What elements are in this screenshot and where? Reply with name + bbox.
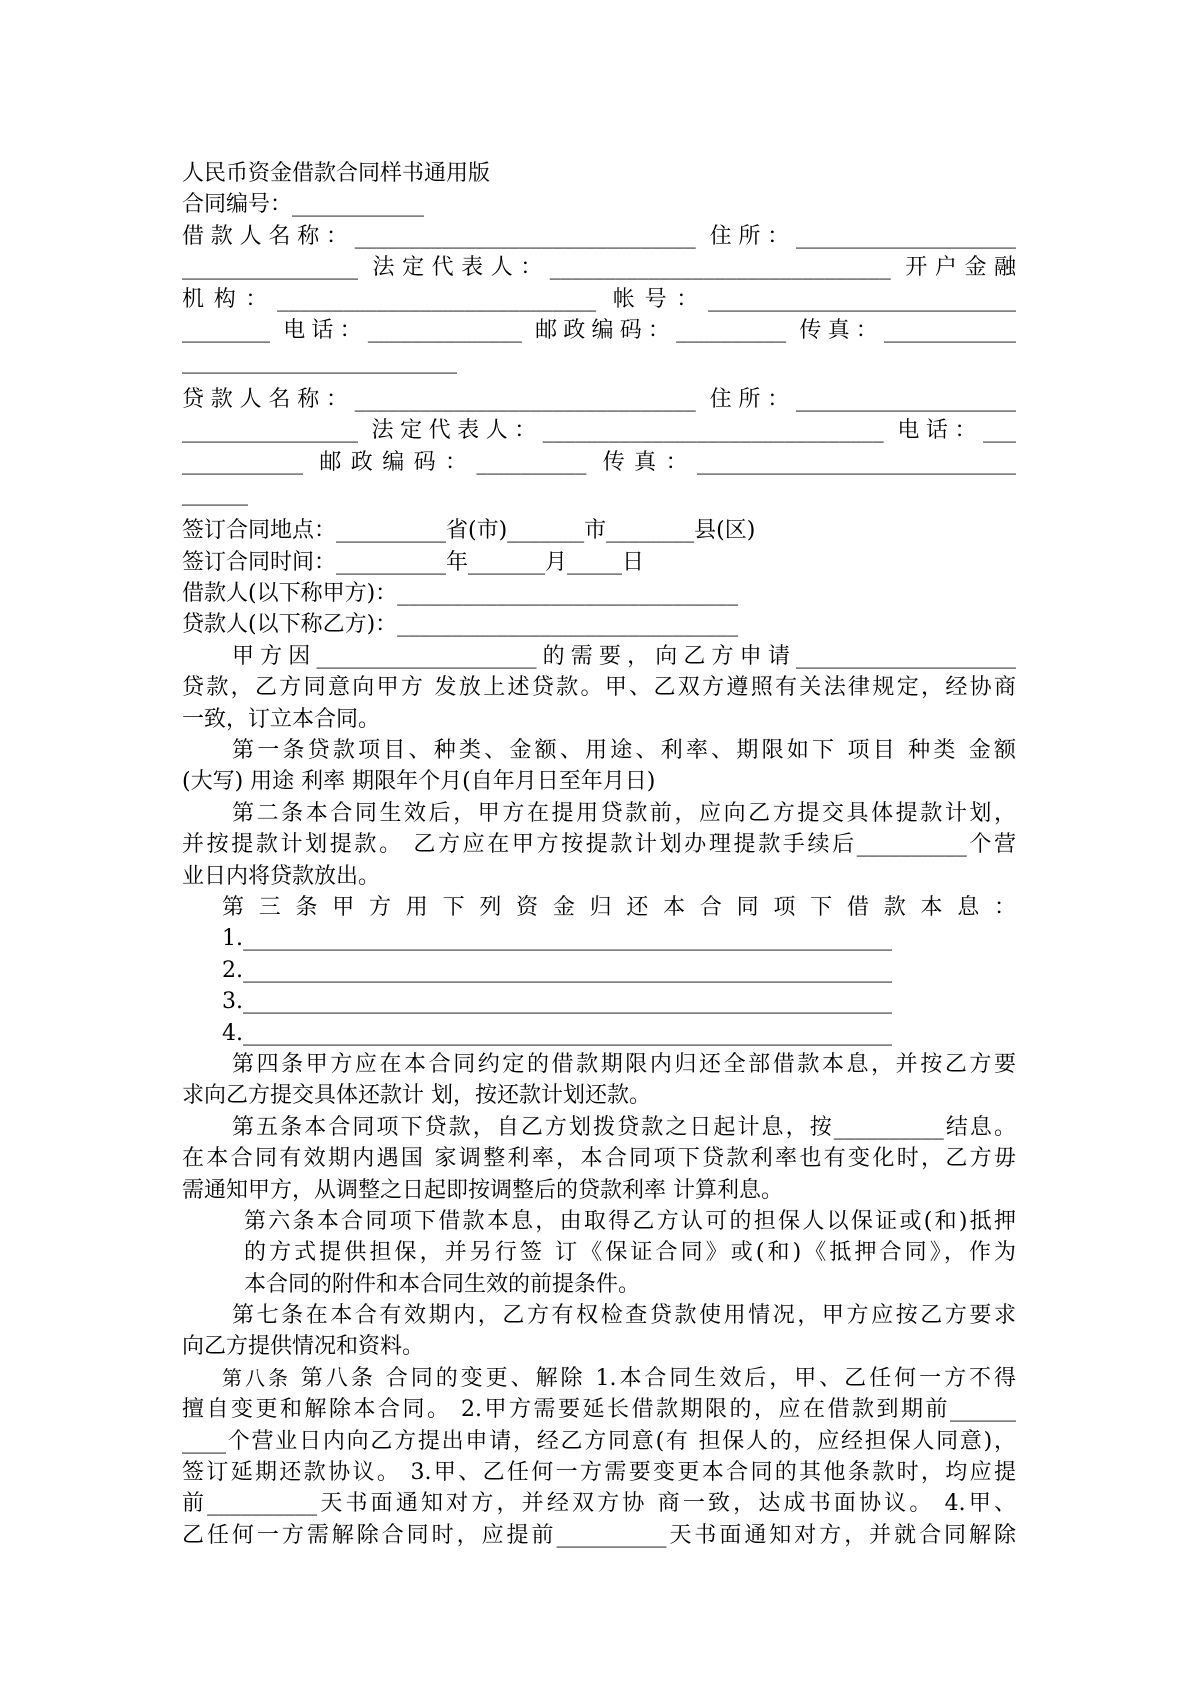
article-8-label: 第八条 (222, 1365, 291, 1390)
article-6-line-1: 第六条本合同项下借款本息，由取得乙方认可的担保人以保证或(和)抵押 (244, 1208, 1016, 1234)
borrower-rep-line: ________________ 法定代表人：_______________________________ 开户金融 (182, 255, 1016, 281)
article-1-line-2: (大写) 用途 利率 期限年个月(自年月日至年月日) (182, 769, 656, 795)
lender-postcode-line: ___________ 邮政编码：__________ 传真：_____________________________ (182, 449, 1016, 475)
signing-date-line: 签订合同时间：__________年_______月_____日 (182, 549, 645, 575)
article-8-text: 第八条 合同的变更、解除 1.本合同生效后，甲、乙任何一方不得 (300, 1365, 1017, 1391)
borrower-fax-continuation: _________________________ (182, 349, 457, 375)
article-1-line-1: 第一条贷款项目、种类、金额、用途、利率、期限如下 项目 种类 金额 (232, 738, 1016, 764)
article-8-line-2: 擅自变更和解除本合同。 2.甲方需要延长借款期限的，应在借款到期前______ (182, 1397, 1016, 1423)
article-8-line-3: ____个营业日内向乙方提出申请，经乙方同意(有 担保人的，应经担保人同意)， (182, 1428, 1016, 1454)
preamble-line-3: 一致，订立本合同。 (182, 706, 381, 732)
lender-fax-continuation: ______ (182, 480, 248, 506)
borrower-name-line: 借款人名称：_______________________________ 住所：____________________ (182, 223, 1016, 249)
article-8-line-5: 前__________天书面通知对方，并经双方协 商一致，达成书面协议。 4.甲、 (182, 1491, 1016, 1517)
article-5-line-1: 第五条本合同项下贷款，自乙方划拨贷款之日起计息，按__________结息。 (232, 1114, 1016, 1140)
article-2-line-1: 第二条本合同生效后，甲方在提用贷款前，应向乙方提交具体提款计划， (232, 800, 1016, 826)
article-3-heading: 第三条甲方用下列资金归还本合同项下借款本息： (222, 894, 1016, 920)
article-2-line-3: 业日内将贷款放出。 (182, 863, 381, 889)
article-6-line-2: 的方式提供担保，并另行签 订《保证合同》或(和)《抵押合同》，作为 (244, 1240, 1016, 1266)
borrower-bank-line: 机构：_____________________________ 帐号：____________________________ (182, 286, 1016, 312)
lender-rep-line: ________________ 法定代表人：_______________________________ 电话：___ (182, 418, 1016, 444)
signing-place-line: 签订合同地点：__________省(市)_______市________县(区) (182, 518, 756, 544)
borrower-phone-line: ________ 电话：______________ 邮政编码：__________ 传真：____________ (182, 317, 1016, 343)
article-2-line-2: 并按提款计划提款。 乙方应在甲方按提款计划办理提款手续后__________个营 (182, 832, 1016, 858)
party-a-line: 借款人(以下称甲方)：_______________________________ (182, 581, 739, 607)
article-8-line-4: 签订延期还款协议。 3.甲、乙任何一方需要变更本合同的其他条款时，均应提 (182, 1460, 1016, 1486)
article-3-item-2: 2.___________________________________________________________ (222, 957, 892, 983)
contract-number-line: 合同编号：____________ (182, 192, 425, 218)
contract-document (182, 158, 1016, 1551)
preamble-line-2: 贷款，乙方同意向甲方 发放上述贷款。甲、乙双方遵照有关法律规定，经协商 (182, 675, 1016, 701)
article-8-line-1 (182, 1363, 1016, 1394)
article-3-item-1: 1.___________________________________________________________ (222, 926, 892, 952)
article-3-item-4: 4.___________________________________________________________ (222, 1020, 892, 1046)
article-3-item-3: 3.___________________________________________________________ (222, 989, 892, 1015)
article-4-line-2: 求向乙方提交具体还款计 划，按还款计划还款。 (182, 1083, 651, 1109)
article-7-line-2: 向乙方提供情况和资料。 (182, 1334, 425, 1360)
lender-name-line: 贷款人名称：_______________________________ 住所：____________________ (182, 386, 1016, 412)
party-b-line: 贷款人(以下称乙方)：_______________________________ (182, 612, 739, 638)
document-title: 人民币资金借款合同样书通用版 (182, 161, 491, 186)
article-5-line-3: 需通知甲方，从调整之日起即按调整后的贷款利率 计算利息。 (182, 1177, 783, 1203)
preamble-line-1: 甲方因____________________的需要，向乙方申请____________________ (232, 643, 1016, 669)
article-5-line-2: 在本合同有效期内遇国 家调整利率，本合同项下贷款利率也有变化时，乙方毋 (182, 1146, 1016, 1172)
article-4-line-1: 第四条甲方应在本合同约定的借款期限内归还全部借款本息，并按乙方要 (232, 1051, 1016, 1077)
article-6-line-3: 本合同的附件和本合同生效的前提条件。 (244, 1271, 641, 1297)
article-8-line-6: 乙任何一方需解除合同时，应提前__________天书面通知对方，并就合同解除 (182, 1522, 1016, 1548)
article-7-line-1: 第七条在本合有效期内，乙方有权检查贷款使用情况，甲方应按乙方要求 (232, 1303, 1016, 1329)
